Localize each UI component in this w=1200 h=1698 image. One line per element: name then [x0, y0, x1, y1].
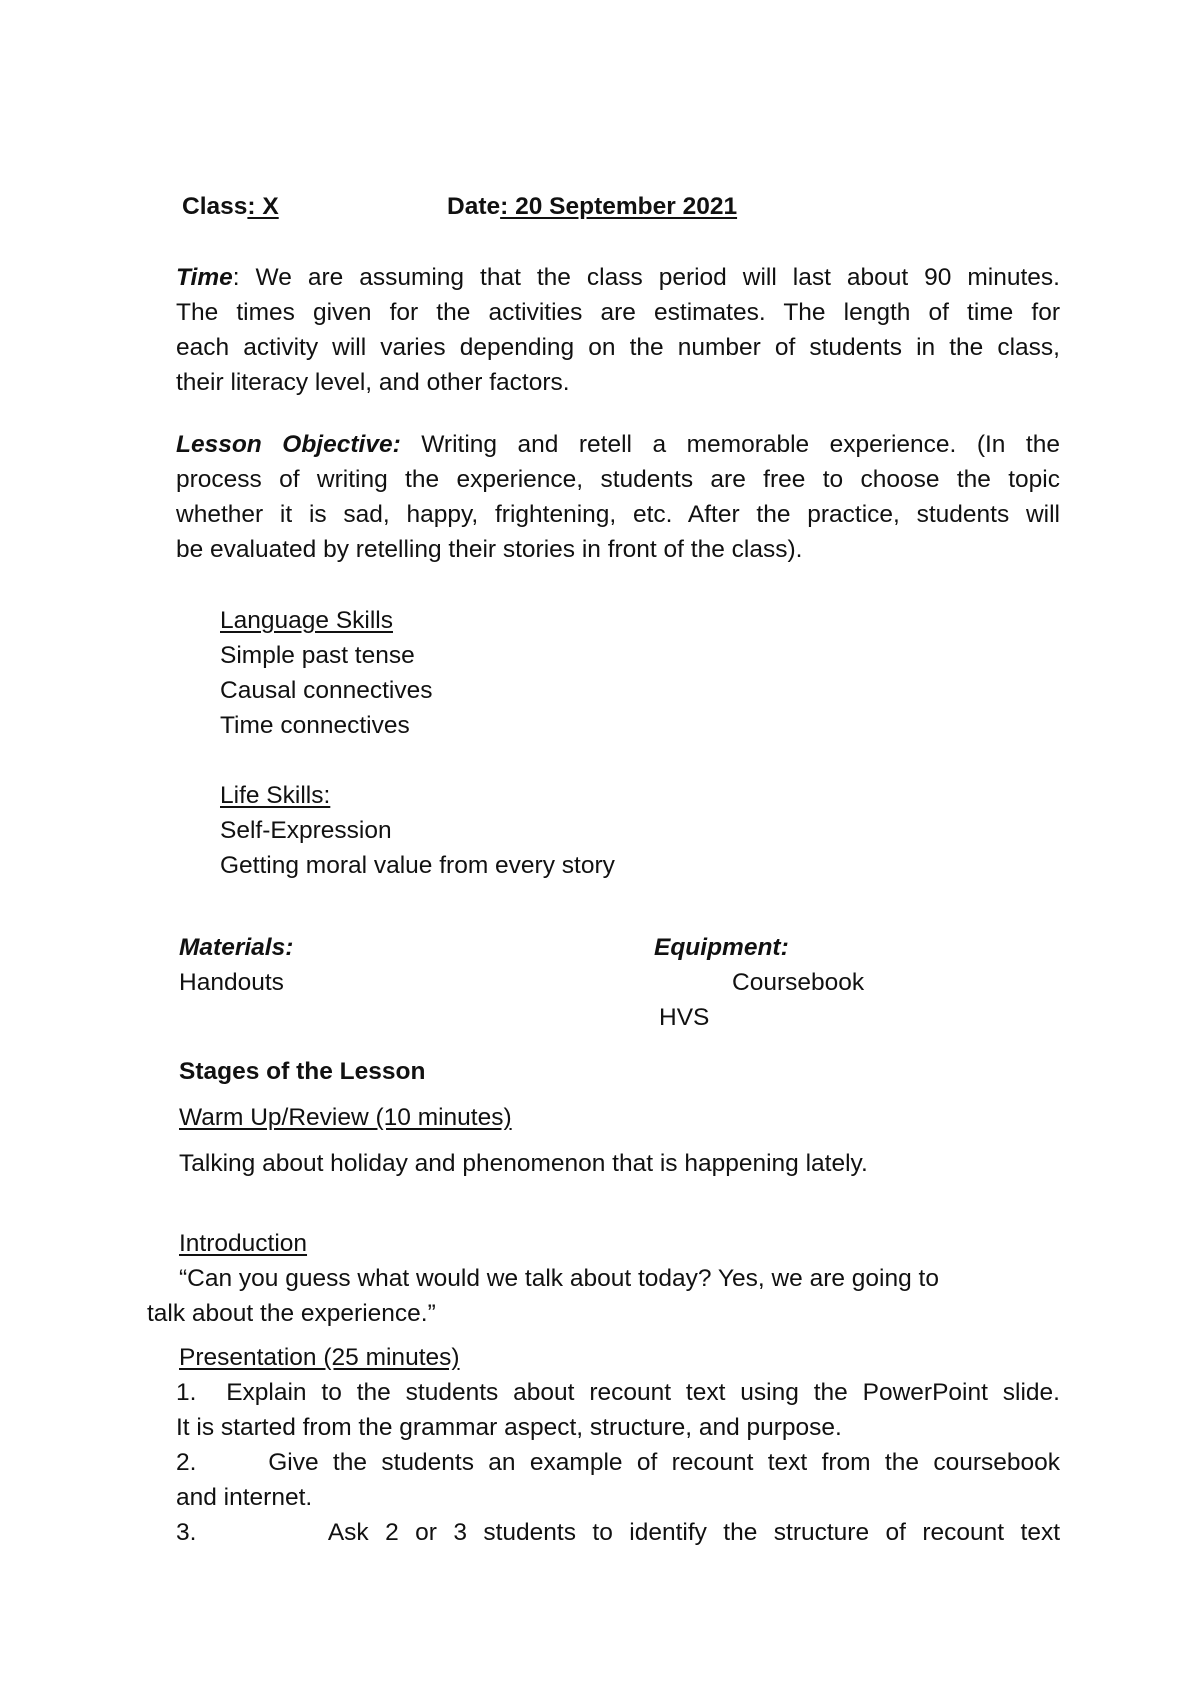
- equipment-item: Coursebook: [732, 969, 865, 996]
- life-skill-item: Getting moral value from every story: [220, 852, 615, 879]
- time-label: Time: [176, 264, 233, 291]
- language-skill-item: Causal connectives: [220, 677, 433, 704]
- presentation-step-3: 3. Ask 2 or 3 students to identify the structure of recount text: [176, 1519, 1060, 1546]
- objective-label: Lesson Objective:: [176, 431, 401, 458]
- warmup-heading: Warm Up/Review (10 minutes): [179, 1104, 512, 1131]
- time-paragraph: [176, 260, 1060, 400]
- materials-item: Handouts: [179, 969, 284, 996]
- time-line-3: each activity will varies depending on the number of students in the class,: [176, 334, 1060, 361]
- language-skill-item: Simple past tense: [220, 642, 415, 669]
- objective-line-1: Lesson Objective: Writing and retell a memorable experience. (In the: [176, 431, 1060, 458]
- step-number: 1.: [176, 1379, 197, 1406]
- presentation-step-2: 2. Give the students an example of recount text from the coursebook and internet.: [176, 1449, 1060, 1511]
- introduction-line-2: talk about the experience.”: [147, 1300, 436, 1327]
- class-field: [182, 189, 279, 224]
- language-skill-item: Time connectives: [220, 712, 410, 739]
- class-label: Class: [182, 193, 248, 220]
- date-field: [447, 189, 737, 224]
- equipment-heading: Equipment:: [654, 934, 789, 961]
- stages-heading: Stages of the Lesson: [179, 1058, 426, 1085]
- time-line-2: The times given for the activities are estimates. The length of time for: [176, 299, 1060, 326]
- step-number: 2.: [176, 1449, 197, 1476]
- warmup-text: Talking about holiday and phenomenon that is happening lately.: [179, 1150, 868, 1177]
- date-label: Date: [447, 193, 501, 220]
- objective-line-3: whether it is sad, happy, frightening, etc. After the practice, students will: [176, 501, 1060, 528]
- materials-heading: Materials:: [179, 934, 294, 961]
- introduction-heading: Introduction: [179, 1230, 308, 1257]
- time-line-1: Time: We are assuming that the class period will last about 90 minutes.: [176, 264, 1060, 291]
- presentation-step-1: 1. Explain to the students about recount text using the PowerPoint slide. It is started from the grammar aspect, structure, and purpose.: [176, 1379, 1060, 1441]
- presentation-heading: Presentation (25 minutes): [179, 1344, 460, 1371]
- time-line-4: their literacy level, and other factors.: [176, 369, 570, 396]
- introduction-line-1: “Can you guess what would we talk about today? Yes, we are going to: [179, 1265, 939, 1292]
- objective-line-4: be evaluated by retelling their stories in front of the class).: [176, 536, 803, 563]
- equipment-item: HVS: [659, 1004, 710, 1031]
- language-skills-heading: Language Skills: [220, 607, 393, 634]
- class-value: : X: [247, 193, 279, 220]
- objective-line-2: process of writing the experience, students are free to choose the topic: [176, 466, 1060, 493]
- life-skill-item: Self-Expression: [220, 817, 392, 844]
- date-value: : 20 September 2021: [500, 193, 738, 220]
- life-skills-heading: Life Skills:: [220, 782, 331, 809]
- step-number: 3.: [176, 1519, 197, 1546]
- objective-paragraph: [176, 427, 1060, 567]
